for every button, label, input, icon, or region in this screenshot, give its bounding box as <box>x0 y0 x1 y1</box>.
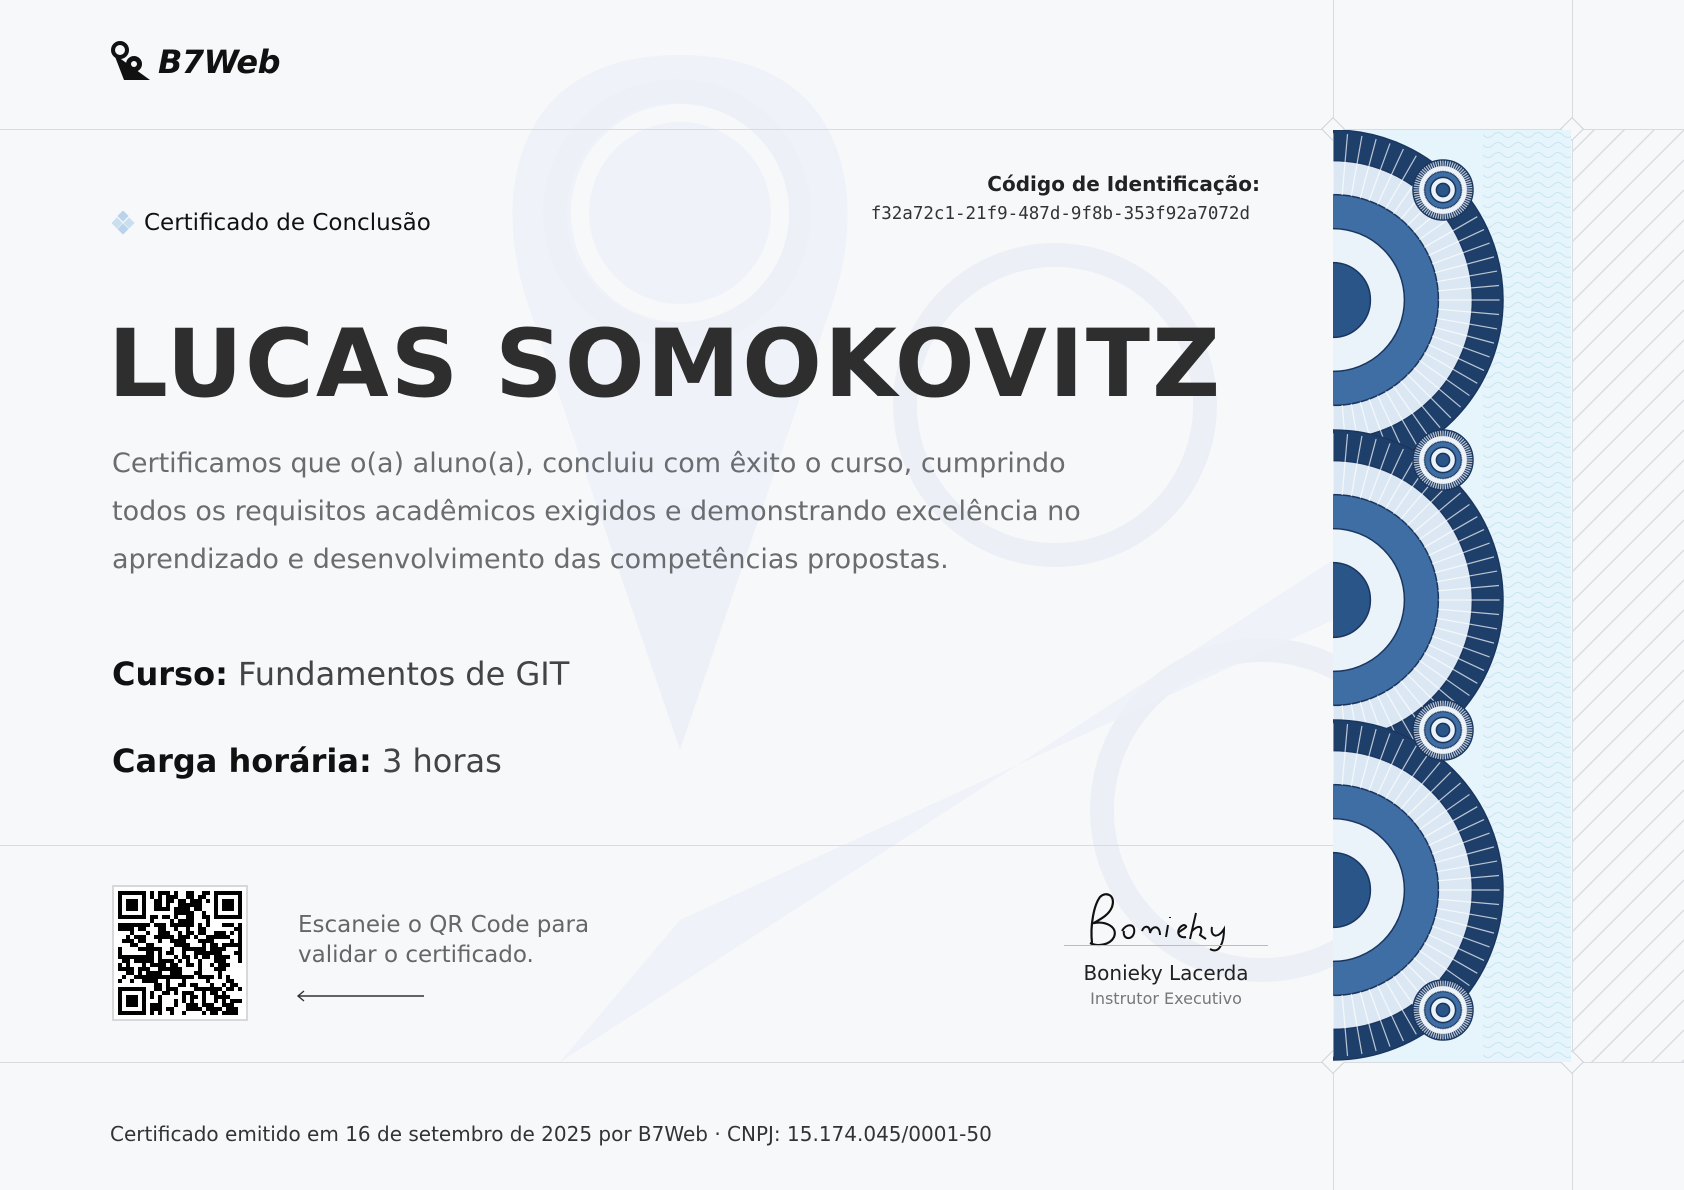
footer-issued-text: Certificado emitido em 16 de setembro de 2025 por B7Web · CNPJ: 15.174.045/0001-50 <box>110 1122 992 1146</box>
course-label: Curso: <box>112 655 228 693</box>
brand-logo <box>110 40 280 84</box>
certificate-label <box>112 210 431 236</box>
student-name: LUCAS SOMOKOVITZ <box>108 310 1223 419</box>
diamond-icon <box>112 211 136 235</box>
logo-text: B7Web <box>158 43 281 81</box>
course-line <box>112 655 569 693</box>
signer-role: Instrutor Executivo <box>1090 989 1242 1008</box>
code-title: Código de Identificação: <box>987 172 1260 196</box>
code-value: f32a72c1-21f9-487d-9f8b-353f92a7072d <box>870 204 1250 224</box>
logo-icon <box>110 40 154 84</box>
signature-line <box>1064 945 1268 946</box>
certificate-label-text: Certificado de Conclusão <box>144 210 431 236</box>
ornament-band <box>1333 130 1571 1062</box>
qr-code-image <box>114 887 246 1019</box>
qr-code <box>112 885 248 1021</box>
arrow-left-icon <box>296 989 426 1003</box>
hours-value: 3 horas <box>381 742 502 780</box>
hours-line <box>112 742 502 780</box>
signer-name: Bonieky Lacerda <box>1083 961 1249 985</box>
hours-label: Carga horária: <box>112 742 372 780</box>
hatch-pattern <box>1572 130 1684 1062</box>
course-value: Fundamentos de GIT <box>238 655 570 693</box>
certificate-description: Certificamos que o(a) aluno(a), concluiu com êxito o curso, cumprindo todos os requisitos acadêmicos exigidos e demonstrando excelência no aprendizado e desenvolvimento das competências propostas. <box>112 448 1081 575</box>
qr-instructions: Escaneie o QR Code para validar o certificado. <box>298 912 590 968</box>
